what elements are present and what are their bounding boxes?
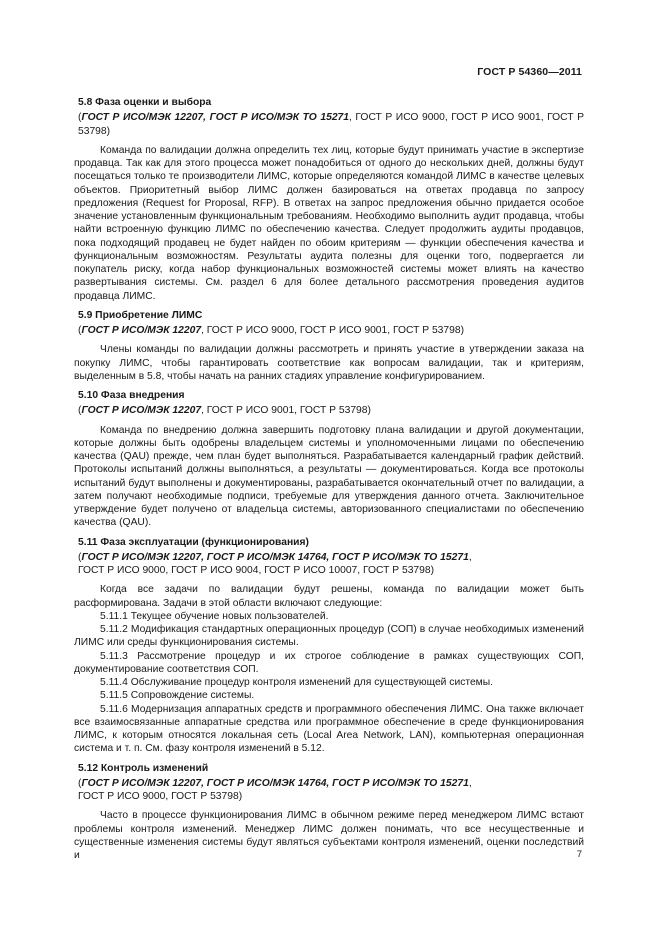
refs-plain: , ГОСТ Р ИСО 9000, ГОСТ Р ИСО 9001, ГОСТ Р 53798) [78,112,584,137]
list-item: 5.11.5 Сопровождение системы. [100,690,255,702]
list-item: 5.11.4 Обслуживание процедур контроля изменений для существующей системы. [100,677,494,688]
refs-plain: , ГОСТ Р ИСО 9001, ГОСТ Р 53798) [201,405,371,417]
section-refs-5-10: (ГОСТ Р ИСО/МЭК 12207, ГОСТ Р ИСО 9001, ГОСТ Р 53798) [78,405,371,417]
section-title-5-11: 5.11 Фаза эксплуатации (функционирования) [78,536,309,548]
refs-plain: ГОСТ Р ИСО 9000, ГОСТ Р ИСО 9004, ГОСТ Р ИСО 10007, ГОСТ Р 53798) [78,565,435,576]
paragraph: Члены команды по валидации должны рассмотреть и принять участие в утверждении заказа на покупку ЛИМС, чтобы гарантировать соответствие как вопросам валидации, так и критериям, выделенным в 5.8, чтобы начать на ранних стадиях управление конфигурированием. [74,344,584,382]
section-refs-5-12: (ГОСТ Р ИСО/МЭК 12207, ГОСТ Р ИСО/МЭК 14764, ГОСТ Р ИСО/МЭК ТО 15271, ГОСТ Р ИСО 9000, ГОСТ Р 53798) [78,777,472,802]
refs-bold: ГОСТ Р ИСО/МЭК 12207, ГОСТ Р ИСО/МЭК 14764, ГОСТ Р ИСО/МЭК ТО 15271 [81,551,469,563]
paragraph: Команда по внедрению должна завершить подготовку плана валидации и другой документации, которые должны быть одобрены владельцем системы и уполномоченными лицами по обеспечению качества (QAU) прежде, чем план будет выполняться. Разрабатывается календарный график действий. Протоколы испытаний должны выполняться, а результаты — документироваться. Когда все протоколы испытаний будут выполнены и документированы, разрабатывается окончательный отчет по валидации, а затем получают необходимые подписи, требуемые для утверждения данного отчета. Заключительное утверждение будет получено от владельца системы, авторизованного специалистами по обеспечению качества (QAU). [74,424,584,529]
refs-plain: ГОСТ Р ИСО 9000, ГОСТ Р 53798) [78,791,243,802]
section-title-5-10: 5.10 Фаза внедрения [78,390,185,401]
paragraph: Команда по валидации должна определить тех лиц, которые будут принимать участие в экспертизе продавца. Так как для этого процесса может понадобиться от одного до нескольких дней, должны будут посещаться только те производители ЛИМС, которые определяются командой ЛИМС в качестве целевых объектов. Приоритетный выбор ЛИМС должен базироваться на ответах продавца по запросу предложения (Request for Proposal, RFP). В ответах на запрос предложения обычно придается особое значение установленным функциональным требованиям. Необходимо выполнить аудит продавца, чтобы найти встроенную функцию ЛИМС по обеспечению качества. Следует продолжить аудиты продавцов, пока подходящий продавец не будет найден по обоим критериям — функции обеспечения качества и функциональным возможностям. Результаты аудита полезны для оценки того, подвергается ли покупатель риску, когда набор функциональных возможностей системы может влиять на качество развертывания системы. См. раздел 6 для более детального рассмотрения проведения аудитов продавца ЛИМС. [74,144,584,302]
section-title-5-12: 5.12 Контроль изменений [78,762,209,774]
paragraph: Когда все задачи по валидации будут решены, команда по валидации может быть расформирована. Задачи в этой области включают следующие: [74,584,584,609]
section-title-5-8: 5.8 Фаза оценки и выбора [78,97,212,108]
refs-plain: , ГОСТ Р ИСО 9000, ГОСТ Р ИСО 9001, ГОСТ Р 53798) [201,325,465,336]
paragraph: Часто в процессе функционирования ЛИМС в обычном режиме перед менеджером ЛИМС встают проблемы контроля изменений. Менеджер ЛИМС должен понимать, что все несущественные и существенные изменения системы будут являться субъектами контроля изменений, оценки последствий и [74,810,584,861]
refs-plain: , [468,777,472,789]
page-number: 7 [576,849,582,860]
refs-bold: ГОСТ Р ИСО/МЭК 12207, ГОСТ Р ИСО/МЭК ТО 15271 [81,112,350,124]
section-title-5-9: 5.9 Приобретение ЛИМС [78,309,203,321]
refs-plain: , [468,551,472,563]
section-refs-5-8: (ГОСТ Р ИСО/МЭК 12207, ГОСТ Р ИСО/МЭК ТО 15271, ГОСТ Р ИСО 9000, ГОСТ Р ИСО 9001, ГОСТ Р 53798) [78,112,584,137]
list-item: 5.11.1 Текущее обучение новых пользователей. [100,610,329,622]
list-item: 5.11.6 Модернизация аппаратных средств и программного обеспечения ЛИМС. Она также включает все взаимосвязанные аппаратные средства или программное обеспечение в среде функционирования ЛИМС, к которым относятся локальная сеть (Local Area Network, LAN), компьютерная операционная система и т. п. См. фазу контроля изменений в 5.12. [74,703,584,755]
section-refs-5-11: (ГОСТ Р ИСО/МЭК 12207, ГОСТ Р ИСО/МЭК 14764, ГОСТ Р ИСО/МЭК ТО 15271, ГОСТ Р ИСО 9000, ГОСТ Р ИСО 9004, ГОСТ Р ИСО 10007, ГОСТ Р 53798) [78,551,472,576]
page-content [74,92,584,862]
refs-bold: ГОСТ Р ИСО/МЭК 12207, ГОСТ Р ИСО/МЭК 14764, ГОСТ Р ИСО/МЭК ТО 15271 [81,777,469,789]
document-code-header: ГОСТ Р 54360—2011 [477,66,582,78]
refs-bold: ГОСТ Р ИСО/МЭК 12207 [81,325,202,336]
list-item: 5.11.2 Модификация стандартных операционных процедур (СОП) в случае необходимых изменений ЛИМС или среды функционирования системы. [74,624,584,649]
section-refs-5-9: (ГОСТ Р ИСО/МЭК 12207, ГОСТ Р ИСО 9000, ГОСТ Р ИСО 9001, ГОСТ Р 53798) [78,325,465,336]
refs-bold: ГОСТ Р ИСО/МЭК 12207 [81,405,202,417]
list-item: 5.11.3 Рассмотрение процедур и их строгое соблюдение в рамках существующих СОП, документирование соответствия СОП. [74,650,584,675]
